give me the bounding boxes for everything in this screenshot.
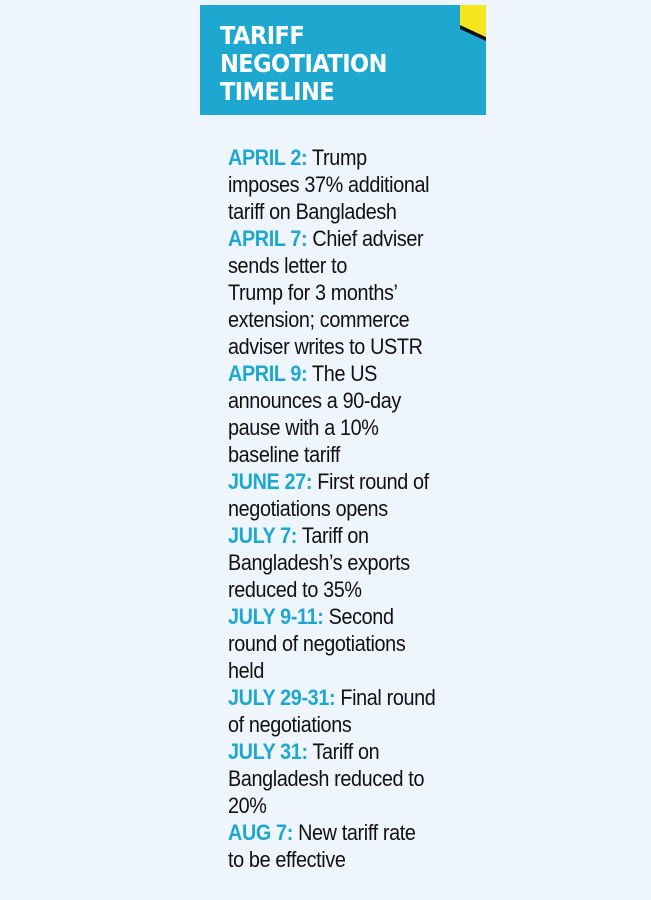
title-line-3: TIMELINE bbox=[220, 77, 335, 106]
timeline-entry-line bbox=[228, 468, 478, 495]
timeline-text: pause with a 10% bbox=[228, 415, 379, 440]
timeline-entry-line bbox=[228, 198, 478, 225]
timeline-entry-line bbox=[228, 387, 478, 414]
timeline-entry-line bbox=[228, 441, 478, 468]
timeline-entry-line bbox=[228, 144, 478, 171]
timeline-text: Final round bbox=[335, 685, 436, 710]
timeline-text: extension; commerce bbox=[228, 307, 410, 332]
title-line-1: TARIFF bbox=[220, 21, 305, 50]
timeline-text: Second bbox=[323, 604, 394, 629]
timeline-text: adviser writes to USTR bbox=[228, 334, 423, 359]
timeline-entry-line bbox=[228, 171, 478, 198]
timeline-entry-line bbox=[228, 630, 478, 657]
timeline-text: Bangladesh reduced to bbox=[228, 766, 425, 791]
timeline-entry-line bbox=[228, 414, 478, 441]
timeline-entry bbox=[228, 819, 478, 873]
timeline-text: Tariff on bbox=[297, 523, 369, 548]
timeline-entry-line bbox=[228, 522, 478, 549]
timeline-date: AUG 7: bbox=[228, 820, 293, 845]
timeline-date: JULY 7: bbox=[228, 523, 298, 548]
timeline-text: of negotiations bbox=[228, 712, 352, 737]
timeline-entry bbox=[228, 603, 478, 684]
timeline-text: held bbox=[228, 658, 264, 683]
timeline-text: 20% bbox=[228, 793, 267, 818]
timeline-text: imposes 37% additional bbox=[228, 172, 430, 197]
timeline-text: Tariff on bbox=[307, 739, 380, 764]
timeline-entry bbox=[228, 738, 478, 819]
timeline-text: tariff on Bangladesh bbox=[228, 199, 397, 224]
timeline-entry-line bbox=[228, 360, 478, 387]
timeline-text: sends letter to bbox=[228, 253, 347, 278]
timeline-entry-line bbox=[228, 846, 478, 873]
timeline-text: Bangladesh’s exports bbox=[228, 550, 410, 575]
timeline-entry-line bbox=[228, 684, 478, 711]
timeline-entry bbox=[228, 468, 478, 522]
timeline-entry bbox=[228, 522, 478, 603]
timeline-date: JULY 9-11: bbox=[228, 604, 324, 629]
folded-corner-icon bbox=[460, 5, 486, 41]
timeline-text: to be effective bbox=[228, 847, 346, 872]
timeline-entry-line bbox=[228, 495, 478, 522]
timeline-entry-line bbox=[228, 711, 478, 738]
timeline-entry-line bbox=[228, 738, 478, 765]
timeline-entry-line bbox=[228, 333, 478, 360]
timeline-date: JUNE 27: bbox=[228, 469, 313, 494]
timeline-entry bbox=[228, 225, 478, 360]
timeline-text: First round of bbox=[312, 469, 429, 494]
timeline-text: Chief adviser bbox=[307, 226, 424, 251]
timeline-entry-line bbox=[228, 819, 478, 846]
timeline-entry-line bbox=[228, 765, 478, 792]
timeline-list bbox=[228, 144, 478, 873]
timeline-text: reduced to 35% bbox=[228, 577, 362, 602]
timeline-entry-line bbox=[228, 603, 478, 630]
timeline-text: Trump for 3 months’ bbox=[228, 280, 398, 305]
timeline-text: The US bbox=[307, 361, 378, 386]
timeline-entry-line bbox=[228, 792, 478, 819]
timeline-text: announces a 90-day bbox=[228, 388, 401, 413]
timeline-text: Trump bbox=[307, 145, 367, 170]
header-banner bbox=[200, 5, 486, 115]
timeline-date: APRIL 9: bbox=[228, 361, 308, 386]
timeline-entry-line bbox=[228, 306, 478, 333]
timeline-text: New tariff rate bbox=[292, 820, 416, 845]
timeline-entry-line bbox=[228, 657, 478, 684]
timeline-entry bbox=[228, 144, 478, 225]
timeline-entry-line bbox=[228, 576, 478, 603]
timeline-date: JULY 29-31: bbox=[228, 685, 336, 710]
timeline-entry-line bbox=[228, 225, 478, 252]
timeline-date: JULY 31: bbox=[228, 739, 308, 764]
timeline-entry bbox=[228, 684, 478, 738]
timeline-date: APRIL 7: bbox=[228, 226, 308, 251]
timeline-text: negotiations opens bbox=[228, 496, 388, 521]
timeline-entry-line bbox=[228, 252, 478, 279]
timeline-date: APRIL 2: bbox=[228, 145, 308, 170]
page-title bbox=[220, 22, 387, 106]
timeline-entry bbox=[228, 360, 478, 468]
title-line-2: NEGOTIATION bbox=[220, 49, 387, 78]
timeline-text: round of negotiations bbox=[228, 631, 406, 656]
timeline-entry-line bbox=[228, 549, 478, 576]
timeline-entry-line bbox=[228, 279, 478, 306]
timeline-text: baseline tariff bbox=[228, 442, 341, 467]
